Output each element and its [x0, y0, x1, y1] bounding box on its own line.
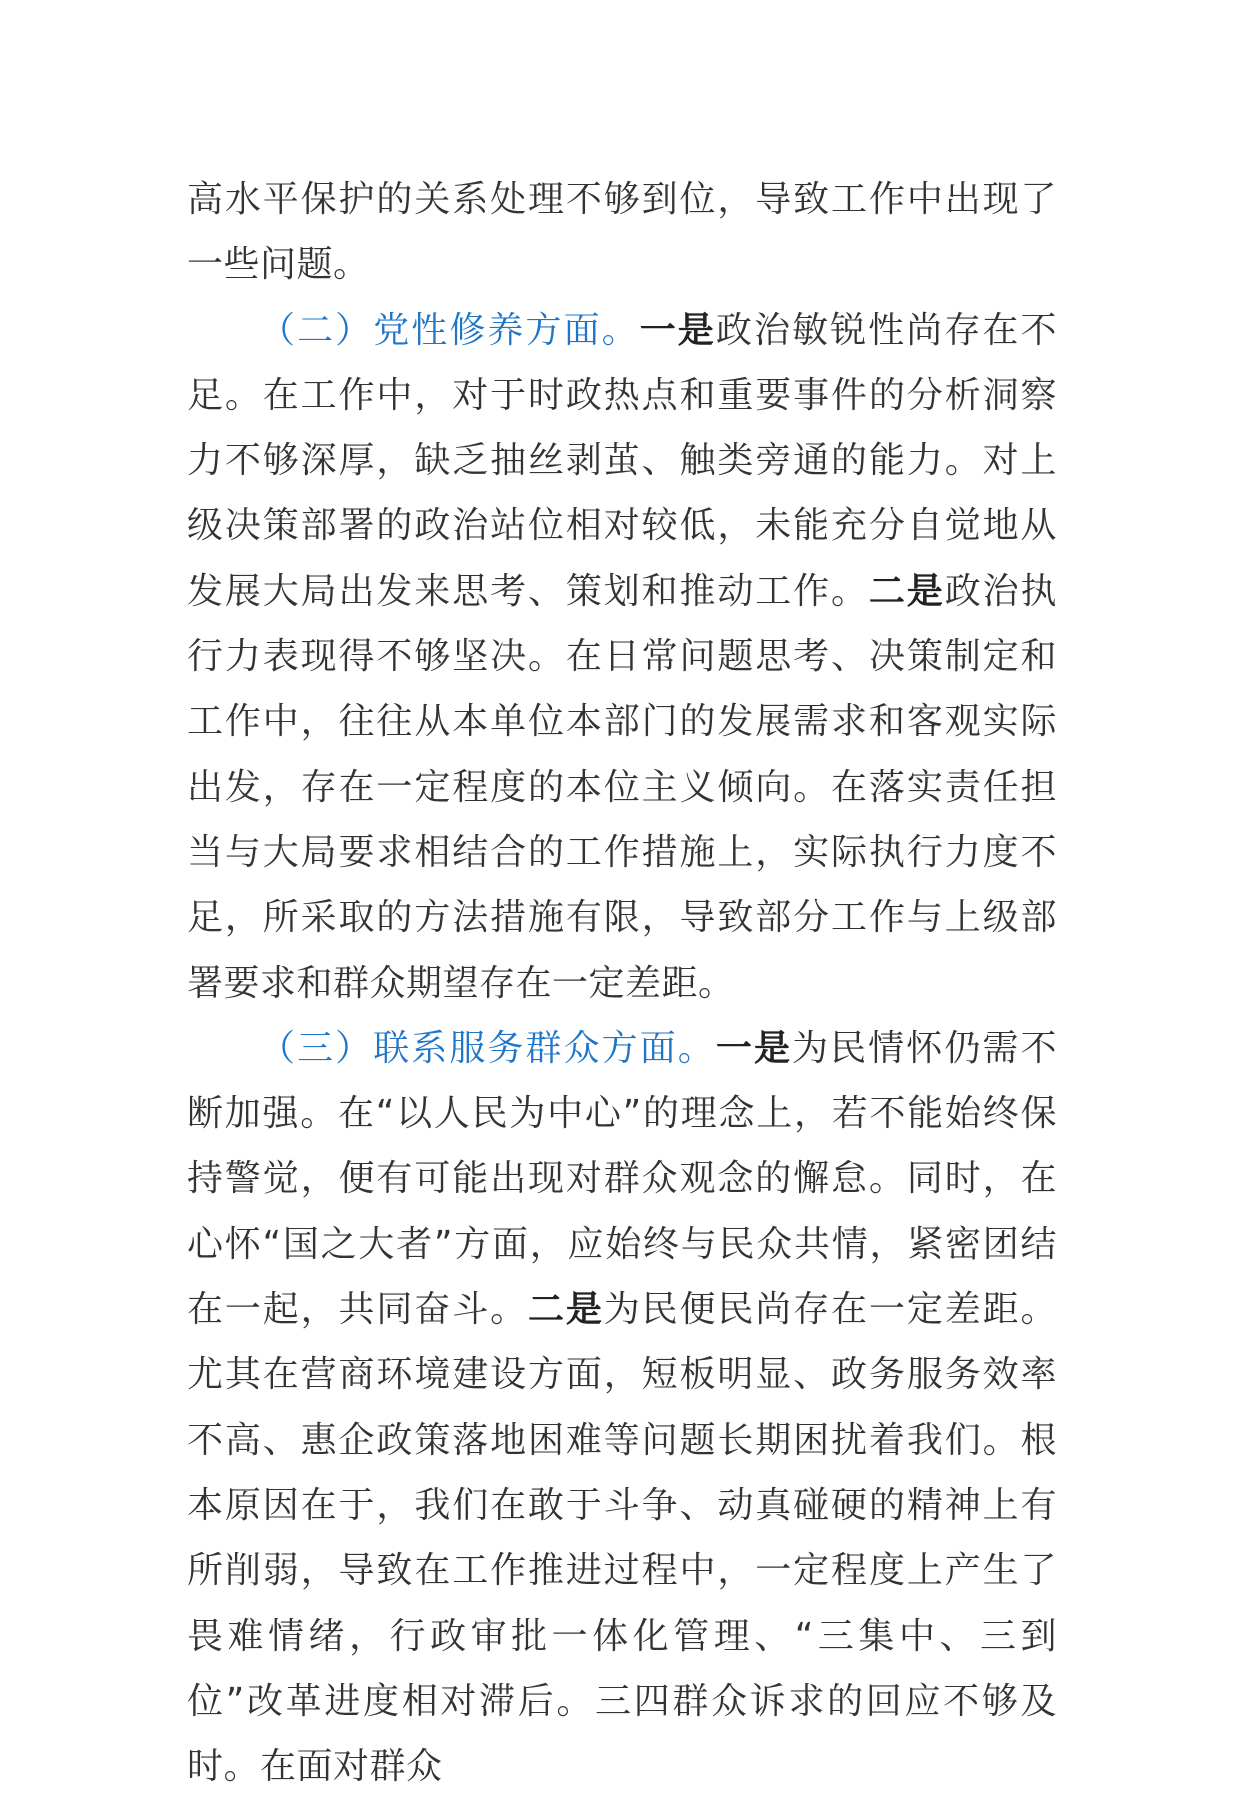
section-heading: （三）联系服务群众方面。 — [259, 1027, 716, 1069]
section-heading: （二）党性修养方面。 — [259, 309, 640, 351]
paragraph-text: 为民情怀仍需不断加强。在“以人民为中心”的理念上，若不能始终保持警觉，便有可能出现对群众观念的懈怠。同时，在心怀“国之大者”方面，应始终与民众共情，紧密团结在一起，共同奋斗。 — [187, 1027, 1057, 1331]
lead-marker: 二是 — [527, 1289, 604, 1331]
lead-marker: 二是 — [868, 570, 945, 612]
paragraph-text: 为民便民尚存在一定差距。尤其在营商环境建设方面，短板明显、政务服务效率不高、惠企政策落地困难等问题长期困扰着我们。根本原因在于，我们在敢于斗争、动真碰硬的精神上有所削弱，导致在工作推进过程中，一定程度上产生了畏难情绪，行政审批一体化管理、“三集中、三到位”改革进度相对滞后。三四群众诉求的回应不够及时。在面对群众 — [187, 1289, 1057, 1788]
paragraph-text: 高水平保护的关系处理不够到位，导致工作中出现了一些问题。 — [187, 179, 1057, 286]
lead-marker: 一是 — [715, 1027, 793, 1069]
paragraph-continuation — [187, 167, 1057, 298]
paragraph-party-spirit — [187, 298, 1057, 1016]
paragraph-serving-masses — [187, 1016, 1057, 1799]
lead-marker: 一是 — [639, 309, 716, 351]
paragraph-text: 政治执行力表现得不够坚决。在日常问题思考、决策制定和工作中，往往从本单位本部门的发展需求和客观实际出发，存在一定程度的本位主义倾向。在落实责任担当与大局要求相结合的工作措施上，实际执行力度不足，所采取的方法措施有限，导致部分工作与上级部署要求和群众期望存在一定差距。 — [187, 570, 1057, 1004]
paragraph-text: 政治敏锐性尚存在不足。在工作中，对于时政热点和重要事件的分析洞察力不够深厚，缺乏抽丝剥茧、触类旁通的能力。对上级决策部署的政治站位相对较低，未能充分自觉地从发展大局出发来思考、策划和推动工作。 — [187, 309, 1057, 612]
document-body — [187, 167, 1057, 1799]
